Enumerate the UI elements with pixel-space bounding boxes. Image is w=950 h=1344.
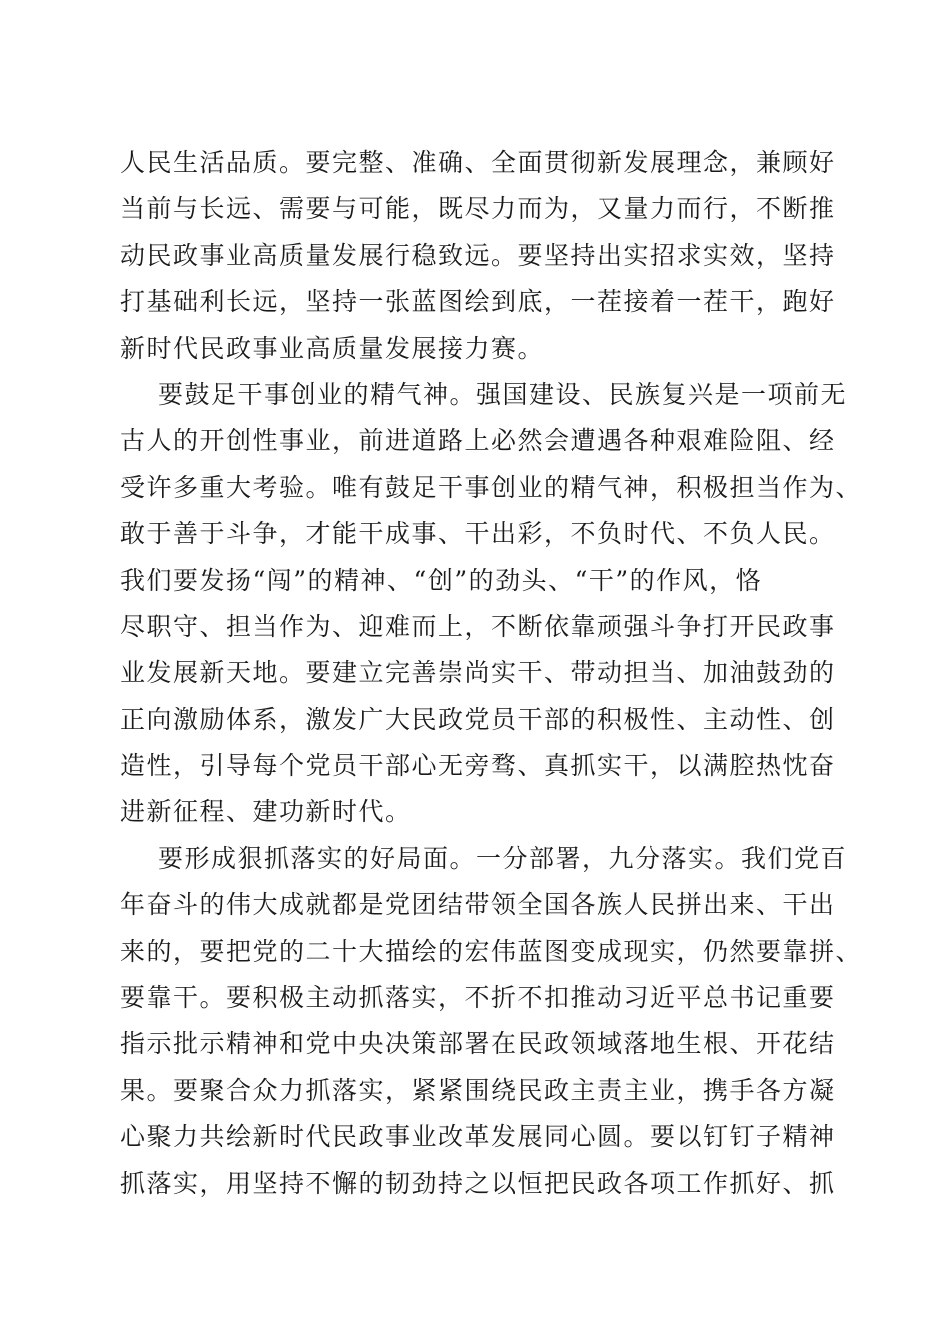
text-line: 业发展新天地。要建立完善崇尚实干、带动担当、加油鼓劲的 bbox=[120, 658, 836, 688]
text-line: 敢于善于斗争，才能干成事、干出彩，不负时代、不负人民。 bbox=[120, 519, 836, 549]
text-line: 古人的开创性事业，前进道路上必然会遭遇各种艰难险阻、经 bbox=[120, 426, 836, 456]
text-line: 当前与长远、需要与可能，既尽力而为，又量力而行，不断推 bbox=[120, 194, 836, 224]
text-line: 心聚力共绘新时代民政事业改革发展同心圆。要以钉钉子精神 bbox=[120, 1122, 836, 1152]
text-line: 人民生活品质。要完整、准确、全面贯彻新发展理念，兼顾好 bbox=[120, 148, 836, 177]
text-line: 果。要聚合众力抓落实，紧紧围绕民政主责主业，携手各方凝 bbox=[120, 1075, 836, 1105]
text-line: 动民政事业高质量发展行稳致远。要坚持出实招求实效，坚持 bbox=[120, 240, 836, 270]
paragraph-start-line: 要形成狠抓落实的好局面。一分部署，九分落实。我们党百 bbox=[158, 843, 848, 873]
body-text bbox=[120, 140, 863, 1207]
text-line: 打基础利长远，坚持一张蓝图绘到底，一茬接着一茬干，跑好 bbox=[120, 287, 836, 317]
text-line: 年奋斗的伟大成就都是党团结带领全国各族人民拼出来、干出 bbox=[120, 890, 836, 920]
text-line: 正向激励体系，激发广大民政党员干部的积极性、主动性、创 bbox=[120, 704, 836, 734]
text-line: 造性，引导每个党员干部心无旁骛、真抓实干，以满腔热忱奋 bbox=[120, 751, 836, 781]
text-line: 受许多重大考验。唯有鼓足干事创业的精气神，积极担当作为、 bbox=[120, 472, 863, 502]
text-line: 指示批示精神和党中央决策部署在民政领域落地生根、开花结 bbox=[120, 1029, 836, 1059]
paragraph-start-line: 要鼓足干事创业的精气神。强国建设、民族复兴是一项前无 bbox=[158, 379, 848, 409]
text-line: 抓落实，用坚持不懈的韧劲持之以恒把民政各项工作抓好、抓 bbox=[120, 1168, 836, 1198]
text-line: 尽职守、担当作为、迎难而上，不断依靠顽强斗争打开民政事 bbox=[120, 611, 836, 641]
text-line: 新时代民政事业高质量发展接力赛。 bbox=[120, 333, 545, 363]
text-line: 来的，要把党的二十大描绘的宏伟蓝图变成现实，仍然要靠拼、 bbox=[120, 936, 863, 966]
text-line: 进新征程、建功新时代。 bbox=[120, 797, 412, 827]
text-line: 我们要发扬“闯”的精神、“创”的劲头、“干”的作风，恪 bbox=[120, 565, 763, 595]
text-line: 要靠干。要积极主动抓落实，不折不扣推动习近平总书记重要 bbox=[120, 983, 836, 1013]
